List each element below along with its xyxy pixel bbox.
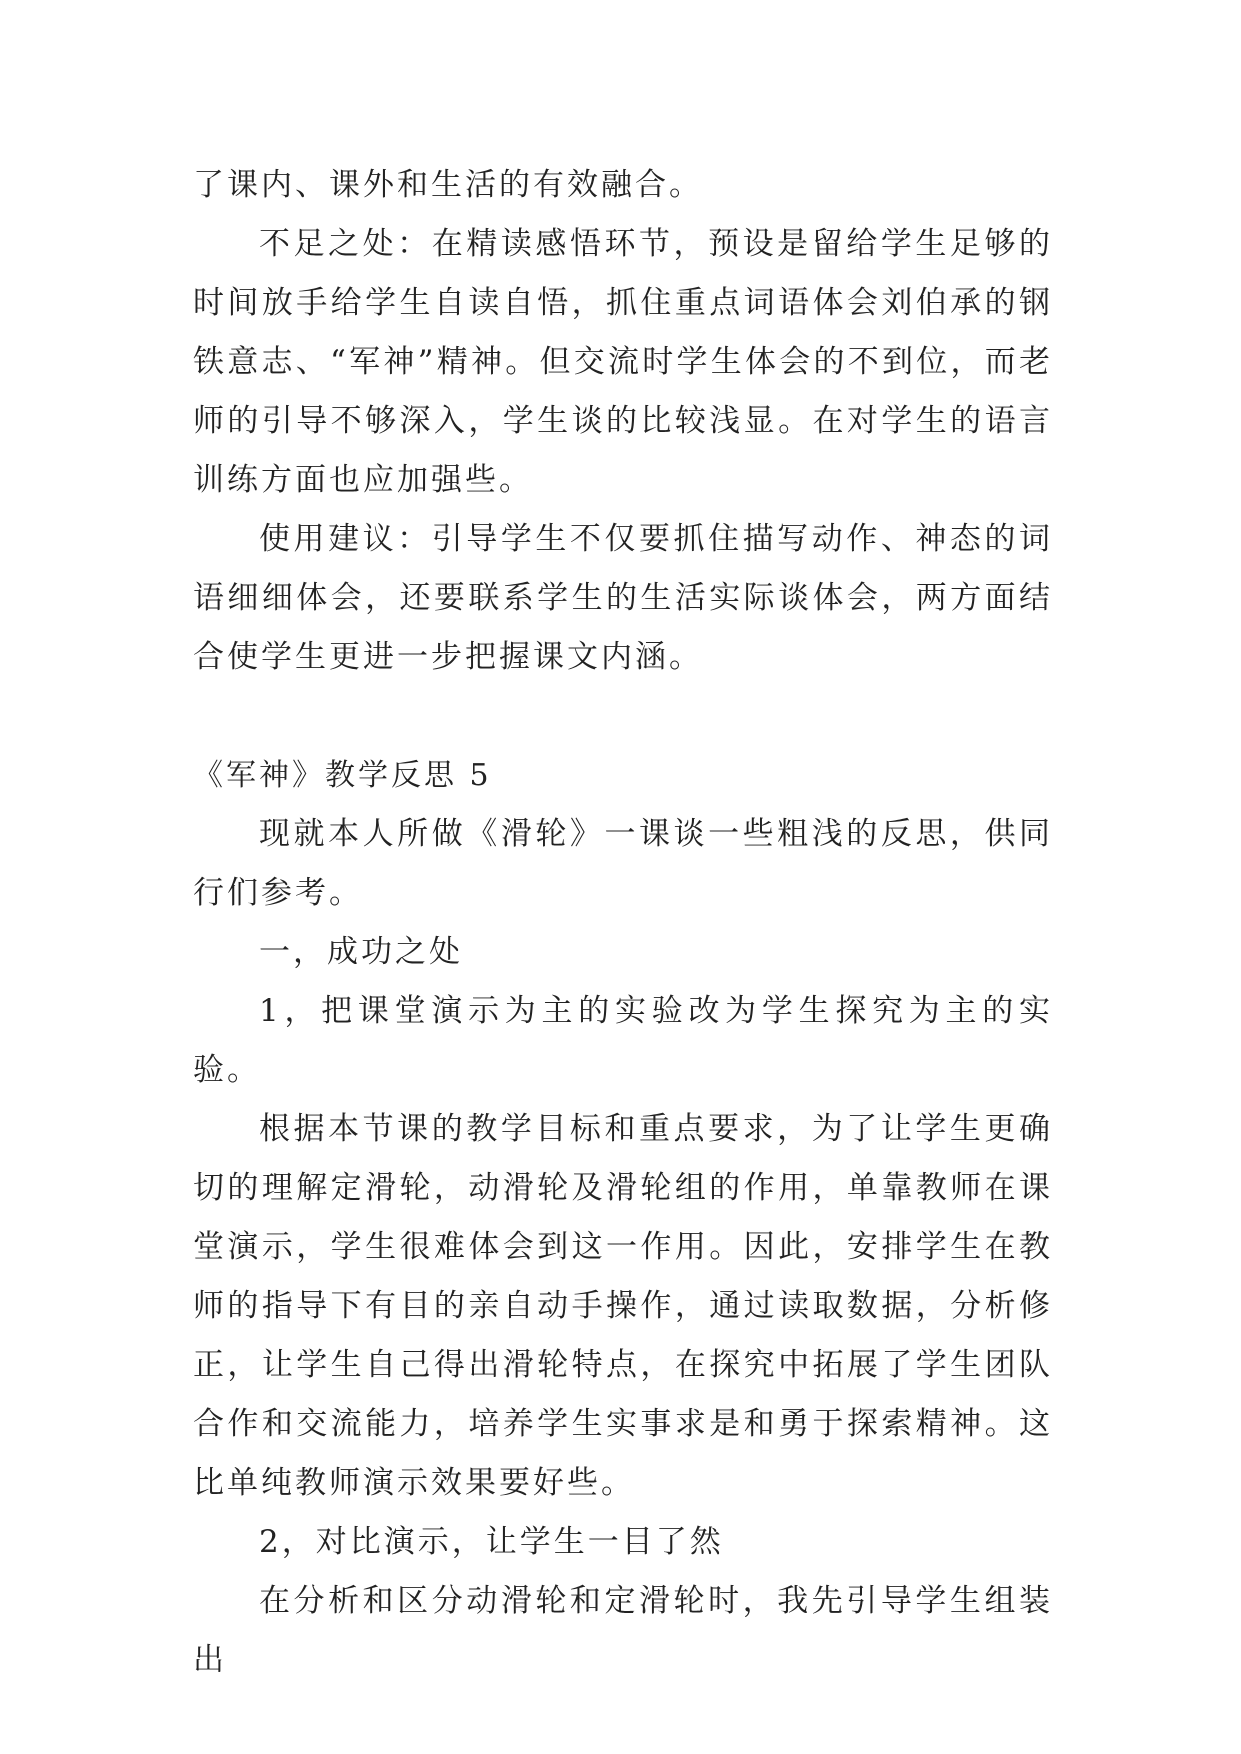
paragraph-suggestions: 使用建议：引导学生不仅要抓住描写动作、神态的词语细细体会，还要联系学生的生活实际谈体会，两方面结合使学生更进一步把握课文内涵。: [193, 521, 1053, 675]
heading-success: 一，成功之处: [259, 934, 463, 970]
paragraph-analysis: 在分析和区分动滑轮和定滑轮时，我先引导学生组装出: [193, 1583, 1053, 1678]
section-title: 《军神》教学反思 5: [193, 758, 492, 793]
paragraph-continuation: 了课内、课外和生活的有效融合。: [193, 167, 703, 203]
document-body: [193, 156, 1053, 1690]
list-item-1: 1，把课堂演示为主的实验改为学生探究为主的实验。: [193, 993, 1053, 1088]
paragraph-shortcomings: 不足之处：在精读感悟环节，预设是留给学生足够的时间放手给学生自读自悟，抓住重点词语体会刘伯承的钢铁意志、“军神”精神。但交流时学生体会的不到位，而老师的引导不够深入，学生谈的比较浅显。在对学生的语言训练方面也应加强些。: [193, 226, 1053, 498]
list-item-2: 2，对比演示，让学生一目了然: [259, 1524, 724, 1560]
paragraph-explanation: 根据本节课的教学目标和重点要求，为了让学生更确切的理解定滑轮，动滑轮及滑轮组的作用，单靠教师在课堂演示，学生很难体会到这一作用。因此，安排学生在教师的指导下有目的亲自动手操作，通过读取数据，分析修正，让学生自己得出滑轮特点，在探究中拓展了学生团队合作和交流能力，培养学生实事求是和勇于探索精神。这比单纯教师演示效果要好些。: [193, 1111, 1053, 1501]
paragraph-intro: 现就本人所做《滑轮》一课谈一些粗浅的反思，供同行们参考。: [193, 816, 1053, 911]
